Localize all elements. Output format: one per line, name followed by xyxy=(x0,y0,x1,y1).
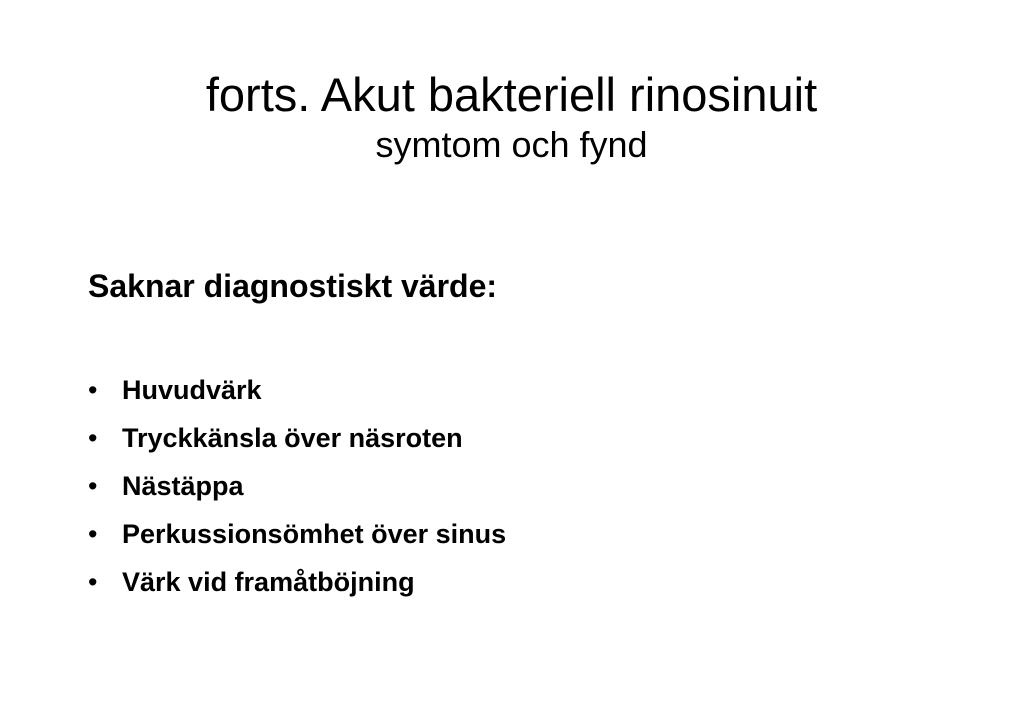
slide-title: forts. Akut bakteriell rinosinuit xyxy=(205,68,818,121)
slide-subtitle: symtom och fynd xyxy=(375,124,648,165)
bullet-icon: • xyxy=(88,519,98,549)
bullet-icon: • xyxy=(88,423,98,453)
list-item xyxy=(88,414,506,462)
list-item xyxy=(88,558,506,606)
bullet-icon: • xyxy=(88,567,98,597)
bullet-list xyxy=(88,366,506,606)
list-item xyxy=(88,462,506,510)
title-block xyxy=(0,66,1023,166)
bullet-icon: • xyxy=(88,375,98,405)
list-item xyxy=(88,366,506,414)
list-item-text: Perkussionsömhet över sinus xyxy=(122,519,507,549)
list-item xyxy=(88,510,506,558)
list-item-text: Nästäppa xyxy=(122,471,244,501)
list-item-text: Värk vid framåtböjning xyxy=(122,567,415,597)
list-item-text: Tryckkänsla över näsroten xyxy=(122,423,463,453)
section-heading: Saknar diagnostiskt värde: xyxy=(88,268,498,304)
bullet-icon: • xyxy=(88,471,98,501)
list-item-text: Huvudvärk xyxy=(122,375,262,405)
